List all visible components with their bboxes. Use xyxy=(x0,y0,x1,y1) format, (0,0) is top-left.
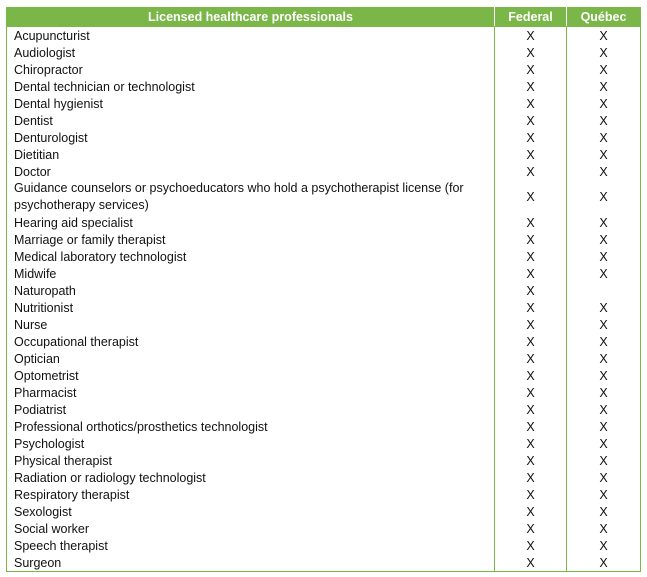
quebec-mark: X xyxy=(567,452,641,469)
federal-mark: X xyxy=(495,486,567,503)
federal-mark: X xyxy=(495,350,567,367)
profession-name: Audiologist xyxy=(7,44,495,61)
table-row xyxy=(7,146,641,163)
quebec-mark: X xyxy=(567,44,641,61)
quebec-mark: X xyxy=(567,435,641,452)
quebec-mark: X xyxy=(567,503,641,520)
table-row xyxy=(7,384,641,401)
profession-name: Dentist xyxy=(7,112,495,129)
profession-name: Acupuncturist xyxy=(7,27,495,45)
table-row xyxy=(7,418,641,435)
quebec-mark: X xyxy=(567,537,641,554)
table-row xyxy=(7,231,641,248)
table-row xyxy=(7,112,641,129)
profession-name: Physical therapist xyxy=(7,452,495,469)
quebec-mark: X xyxy=(567,112,641,129)
professionals-table xyxy=(6,7,641,572)
table-body xyxy=(7,27,641,572)
quebec-mark: X xyxy=(567,367,641,384)
table-header xyxy=(7,8,641,27)
profession-name: Radiation or radiology technologist xyxy=(7,469,495,486)
table-row xyxy=(7,554,641,572)
table-row xyxy=(7,333,641,350)
table-row xyxy=(7,401,641,418)
table-row xyxy=(7,27,641,45)
quebec-mark: X xyxy=(567,554,641,572)
quebec-mark: X xyxy=(567,180,641,214)
federal-mark: X xyxy=(495,418,567,435)
quebec-mark: X xyxy=(567,146,641,163)
profession-name: Doctor xyxy=(7,163,495,180)
profession-name: Podiatrist xyxy=(7,401,495,418)
table-row xyxy=(7,265,641,282)
profession-name: Dental hygienist xyxy=(7,95,495,112)
federal-mark: X xyxy=(495,248,567,265)
federal-mark: X xyxy=(495,333,567,350)
table-row xyxy=(7,503,641,520)
profession-name: Medical laboratory technologist xyxy=(7,248,495,265)
federal-mark: X xyxy=(495,537,567,554)
profession-name: Occupational therapist xyxy=(7,333,495,350)
federal-mark: X xyxy=(495,95,567,112)
profession-name: Denturologist xyxy=(7,129,495,146)
federal-mark: X xyxy=(495,214,567,231)
quebec-mark: X xyxy=(567,316,641,333)
header-federal: Federal xyxy=(495,8,567,27)
profession-name: Optometrist xyxy=(7,367,495,384)
quebec-mark: X xyxy=(567,231,641,248)
profession-name: Hearing aid specialist xyxy=(7,214,495,231)
table-row xyxy=(7,44,641,61)
table-row xyxy=(7,316,641,333)
profession-name: Chiropractor xyxy=(7,61,495,78)
profession-name: Guidance counselors or psychoeducators who hold a psychotherapist license (for psychotherapy services) xyxy=(7,180,495,214)
quebec-mark xyxy=(567,282,641,299)
quebec-mark: X xyxy=(567,401,641,418)
federal-mark: X xyxy=(495,435,567,452)
quebec-mark: X xyxy=(567,27,641,45)
profession-name: Pharmacist xyxy=(7,384,495,401)
quebec-mark: X xyxy=(567,418,641,435)
quebec-mark: X xyxy=(567,214,641,231)
quebec-mark: X xyxy=(567,248,641,265)
profession-name: Surgeon xyxy=(7,554,495,572)
federal-mark: X xyxy=(495,231,567,248)
quebec-mark: X xyxy=(567,333,641,350)
table-row xyxy=(7,520,641,537)
federal-mark: X xyxy=(495,163,567,180)
table-row xyxy=(7,180,641,214)
federal-mark: X xyxy=(495,520,567,537)
quebec-mark: X xyxy=(567,265,641,282)
quebec-mark: X xyxy=(567,129,641,146)
header-row xyxy=(7,8,641,27)
table-row xyxy=(7,452,641,469)
profession-name: Professional orthotics/prosthetics technologist xyxy=(7,418,495,435)
table-row xyxy=(7,129,641,146)
profession-name: Marriage or family therapist xyxy=(7,231,495,248)
profession-name: Dietitian xyxy=(7,146,495,163)
federal-mark: X xyxy=(495,401,567,418)
table-row xyxy=(7,350,641,367)
header-quebec: Québec xyxy=(567,8,641,27)
profession-name: Speech therapist xyxy=(7,537,495,554)
table-row xyxy=(7,78,641,95)
federal-mark: X xyxy=(495,282,567,299)
federal-mark: X xyxy=(495,299,567,316)
profession-name: Naturopath xyxy=(7,282,495,299)
table-row xyxy=(7,61,641,78)
federal-mark: X xyxy=(495,27,567,45)
table-row xyxy=(7,486,641,503)
federal-mark: X xyxy=(495,44,567,61)
profession-name: Optician xyxy=(7,350,495,367)
federal-mark: X xyxy=(495,469,567,486)
federal-mark: X xyxy=(495,129,567,146)
table-row xyxy=(7,214,641,231)
professionals-table-container xyxy=(6,7,641,572)
federal-mark: X xyxy=(495,503,567,520)
federal-mark: X xyxy=(495,180,567,214)
profession-name: Psychologist xyxy=(7,435,495,452)
header-professionals: Licensed healthcare professionals xyxy=(7,8,495,27)
federal-mark: X xyxy=(495,78,567,95)
quebec-mark: X xyxy=(567,163,641,180)
profession-name: Dental technician or technologist xyxy=(7,78,495,95)
profession-name: Nurse xyxy=(7,316,495,333)
quebec-mark: X xyxy=(567,384,641,401)
table-row xyxy=(7,282,641,299)
federal-mark: X xyxy=(495,384,567,401)
profession-name: Midwife xyxy=(7,265,495,282)
table-row xyxy=(7,163,641,180)
federal-mark: X xyxy=(495,316,567,333)
federal-mark: X xyxy=(495,265,567,282)
table-row xyxy=(7,248,641,265)
table-row xyxy=(7,537,641,554)
federal-mark: X xyxy=(495,61,567,78)
table-row xyxy=(7,469,641,486)
federal-mark: X xyxy=(495,452,567,469)
federal-mark: X xyxy=(495,367,567,384)
quebec-mark: X xyxy=(567,486,641,503)
table-row xyxy=(7,435,641,452)
table-row xyxy=(7,95,641,112)
profession-name: Sexologist xyxy=(7,503,495,520)
federal-mark: X xyxy=(495,554,567,572)
quebec-mark: X xyxy=(567,469,641,486)
table-row xyxy=(7,367,641,384)
quebec-mark: X xyxy=(567,95,641,112)
table-row xyxy=(7,299,641,316)
profession-name: Respiratory therapist xyxy=(7,486,495,503)
federal-mark: X xyxy=(495,112,567,129)
quebec-mark: X xyxy=(567,299,641,316)
quebec-mark: X xyxy=(567,520,641,537)
profession-name: Nutritionist xyxy=(7,299,495,316)
federal-mark: X xyxy=(495,146,567,163)
quebec-mark: X xyxy=(567,78,641,95)
profession-name: Social worker xyxy=(7,520,495,537)
quebec-mark: X xyxy=(567,61,641,78)
quebec-mark: X xyxy=(567,350,641,367)
